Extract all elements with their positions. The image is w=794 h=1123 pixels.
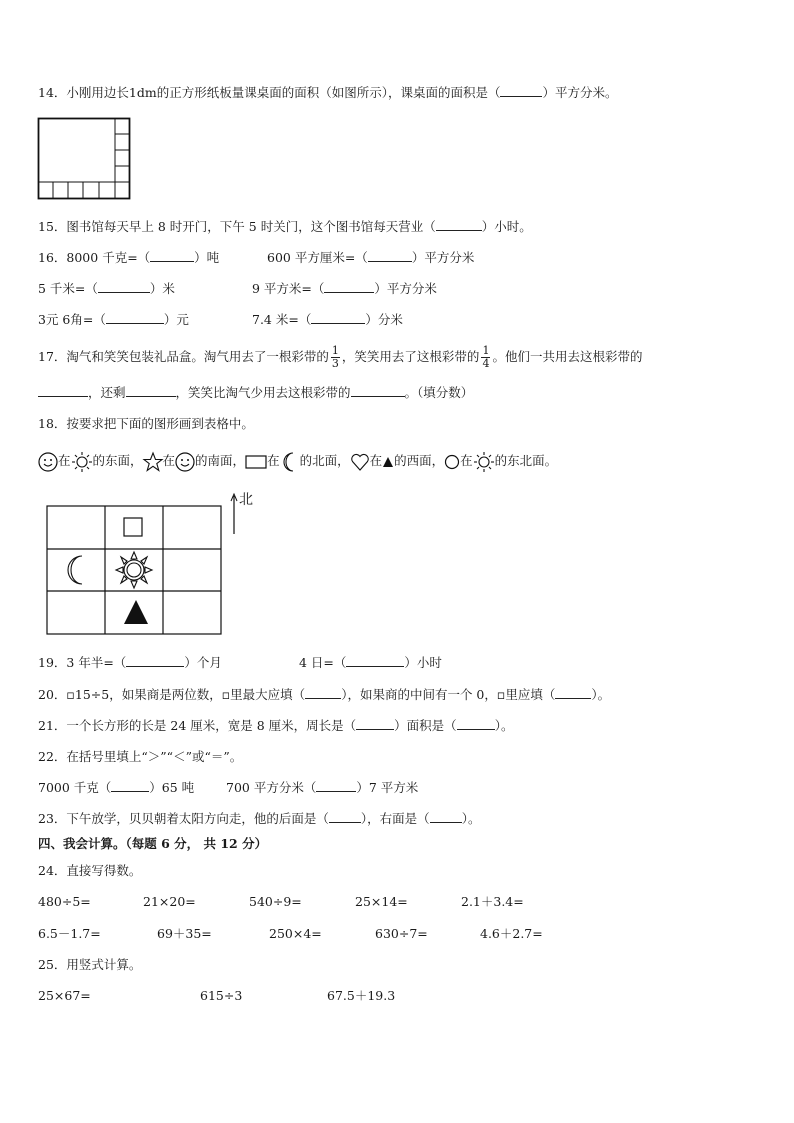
- q16-item: 7.4 米=（: [252, 312, 312, 327]
- q23-text: 23．下午放学，贝贝朝着太阳方向走，他的后面是（: [38, 811, 329, 826]
- q17-text: ，还剩: [88, 385, 126, 400]
- question-22-right: [226, 779, 418, 797]
- calc-item: 2.1＋3.4=: [461, 894, 524, 909]
- calc-item: 69＋35=: [157, 926, 212, 941]
- q16-unit: ）米: [149, 281, 175, 296]
- q17-text: ，笑笑比淘气少用去这根彩带的: [175, 385, 351, 400]
- answer-blank[interactable]: [311, 311, 365, 324]
- q20-text: ）。: [591, 687, 611, 702]
- answer-blank[interactable]: [106, 311, 164, 324]
- q16-item: 16．8000 千克=（: [38, 250, 151, 265]
- fraction-one-quarter: [481, 345, 490, 370]
- answer-blank[interactable]: [324, 280, 374, 293]
- q22-item: 700 平方分米（: [226, 780, 317, 795]
- q14-text: 14．小刚用边长1dm的正方形纸板量课桌面的面积（如图所示），课桌面的面积是（: [38, 85, 501, 100]
- question-15: [38, 218, 532, 236]
- answer-blank[interactable]: [351, 384, 405, 397]
- calc-item: 21×20=: [143, 894, 196, 909]
- calc-item: 630÷7=: [375, 926, 428, 941]
- q17-text: 17．淘气和笑笑包装礼品盒。淘气用去了一根彩带的: [38, 349, 329, 364]
- q20-text: ），如果商的中间有一个 0，▫里应填（: [341, 687, 556, 702]
- numerator: 1: [482, 344, 490, 357]
- question-16-row-3: [38, 311, 189, 329]
- question-25-title: 25．用竖式计算。: [38, 957, 142, 972]
- sun-icon: [71, 451, 93, 473]
- rectangle-icon: [245, 454, 267, 470]
- question-16-row-1-right: [267, 249, 474, 267]
- question-16-row-3-right: [252, 311, 403, 329]
- q17-text: 。他们一共用去这根彩带的: [492, 349, 643, 364]
- answer-blank[interactable]: [368, 249, 412, 262]
- star-icon: [143, 452, 163, 472]
- q19-unit: ）个月: [184, 655, 222, 670]
- q16-item: 9 平方米=（: [252, 281, 325, 296]
- answer-blank[interactable]: [316, 779, 356, 792]
- q21-text: ）。: [494, 718, 514, 733]
- q16-item: 3元 6角=（: [38, 312, 106, 327]
- q18-text: 在: [267, 453, 280, 468]
- answer-blank[interactable]: [555, 686, 591, 699]
- answer-blank[interactable]: [346, 654, 404, 667]
- question-19-right: [299, 654, 442, 672]
- question-24-title: 24．直接写得数。: [38, 863, 142, 878]
- question-17-line-1: [38, 342, 642, 372]
- section-4-title: 四、我会计算。（每题 6 分， 共 12 分）: [38, 836, 268, 851]
- direction-grid: [46, 490, 286, 640]
- q15-text: 15．图书馆每天早上 8 时开门，下午 5 时关门，这个图书馆每天营业（: [38, 219, 436, 234]
- answer-blank[interactable]: [329, 810, 361, 823]
- q18-text: 的东北面。: [494, 453, 558, 468]
- grid-square-shape: [124, 518, 142, 536]
- q16-item: 5 千米=（: [38, 281, 98, 296]
- smiley-icon: [175, 452, 195, 472]
- calc-item: 540÷9=: [249, 894, 302, 909]
- question-18-title: 18．按要求把下面的图形画到表格中。: [38, 416, 254, 431]
- question-14: [38, 84, 617, 102]
- answer-blank[interactable]: [430, 810, 462, 823]
- triangle-icon: [382, 456, 394, 468]
- q18-text: 的南面，: [195, 453, 246, 468]
- answer-blank[interactable]: [111, 779, 149, 792]
- question-18-instructions: [38, 450, 557, 473]
- q20-text: 20．▫15÷5，如果商是两位数，▫里最大应填（: [38, 687, 306, 702]
- q22-item: 7000 千克（: [38, 780, 112, 795]
- q19-unit: ）小时: [404, 655, 442, 670]
- q17-text: ，笑笑用去了这根彩带的: [341, 349, 480, 364]
- answer-blank[interactable]: [436, 218, 482, 231]
- q18-text: 的北面，: [299, 453, 350, 468]
- calc-item: 250×4=: [269, 926, 322, 941]
- grid-moon-shape: [68, 556, 82, 584]
- question-16-row-2: [38, 280, 175, 298]
- q22-item: ）65 吨: [149, 780, 195, 795]
- answer-blank[interactable]: [500, 84, 542, 97]
- question-17-line-2: [38, 384, 473, 402]
- q19-item: 19．3 年半=（: [38, 655, 127, 670]
- question-20: [38, 686, 610, 704]
- north-label: 北: [239, 492, 253, 508]
- vertical-calc-item: 615÷3: [200, 988, 243, 1003]
- q23-text: ）。: [461, 811, 481, 826]
- q16-unit: ）吨: [194, 250, 220, 265]
- answer-blank[interactable]: [38, 384, 88, 397]
- q18-text: 在: [58, 453, 71, 468]
- q16-unit: ）元: [163, 312, 189, 327]
- question-22-title: 22．在括号里填上“＞”“＜”或“＝”。: [38, 749, 243, 764]
- q16-unit: ）分米: [365, 312, 403, 327]
- answer-blank[interactable]: [356, 717, 394, 730]
- sun-icon: [473, 451, 495, 473]
- q23-text: ），右面是（: [360, 811, 430, 826]
- denominator: 4: [482, 357, 490, 370]
- answer-blank[interactable]: [126, 654, 184, 667]
- q17-text: 。（填分数）: [404, 385, 474, 400]
- q14-text-end: ）平方分米。: [542, 85, 618, 100]
- q16-item: 600 平方厘米=（: [267, 250, 368, 265]
- heart-icon: [350, 452, 370, 472]
- q16-unit: ）平方分米: [411, 250, 475, 265]
- q19-item: 4 日=（: [299, 655, 347, 670]
- question-19: [38, 654, 222, 672]
- answer-blank[interactable]: [457, 717, 495, 730]
- north-arrow: [231, 494, 237, 534]
- vertical-calc-item: 25×67=: [38, 988, 91, 1003]
- calc-item: 6.5－1.7=: [38, 926, 101, 941]
- q18-text: 在: [162, 453, 176, 468]
- answer-blank[interactable]: [150, 249, 194, 262]
- answer-blank[interactable]: [98, 280, 150, 293]
- q15-text-end: ）小时。: [481, 219, 532, 234]
- question-21: [38, 717, 513, 735]
- vertical-calc-item: 67.5＋19.3: [327, 988, 396, 1003]
- question-23: [38, 810, 480, 828]
- q18-text: 的东面，: [92, 453, 143, 468]
- grid-triangle-shape: [124, 600, 148, 624]
- q18-text: 在: [369, 453, 383, 468]
- calc-item: 480÷5=: [38, 894, 91, 909]
- answer-blank[interactable]: [126, 384, 176, 397]
- q22-item: ）7 平方米: [356, 780, 419, 795]
- answer-blank[interactable]: [305, 686, 341, 699]
- calc-item: 25×14=: [355, 894, 408, 909]
- circle-icon: [444, 454, 460, 470]
- question-22-left: [38, 779, 194, 797]
- q16-unit: ）平方分米: [374, 281, 437, 296]
- q18-text: 在: [460, 453, 473, 468]
- q18-text: 的西面，: [394, 453, 445, 468]
- moon-icon: [280, 451, 300, 473]
- smiley-icon: [38, 452, 58, 472]
- question-16-row-2-right: [252, 280, 437, 298]
- desk-grid-figure: [38, 118, 138, 204]
- denominator: 3: [331, 357, 339, 370]
- fraction-one-third: [331, 345, 340, 370]
- q21-text: ）面积是（: [394, 718, 457, 733]
- numerator: 1: [331, 344, 339, 357]
- calc-item: 4.6＋2.7=: [480, 926, 543, 941]
- question-16-row-1: [38, 249, 219, 267]
- grid-sun-shape: [116, 552, 152, 588]
- q21-text: 21．一个长方形的长是 24 厘米，宽是 8 厘米，周长是（: [38, 718, 357, 733]
